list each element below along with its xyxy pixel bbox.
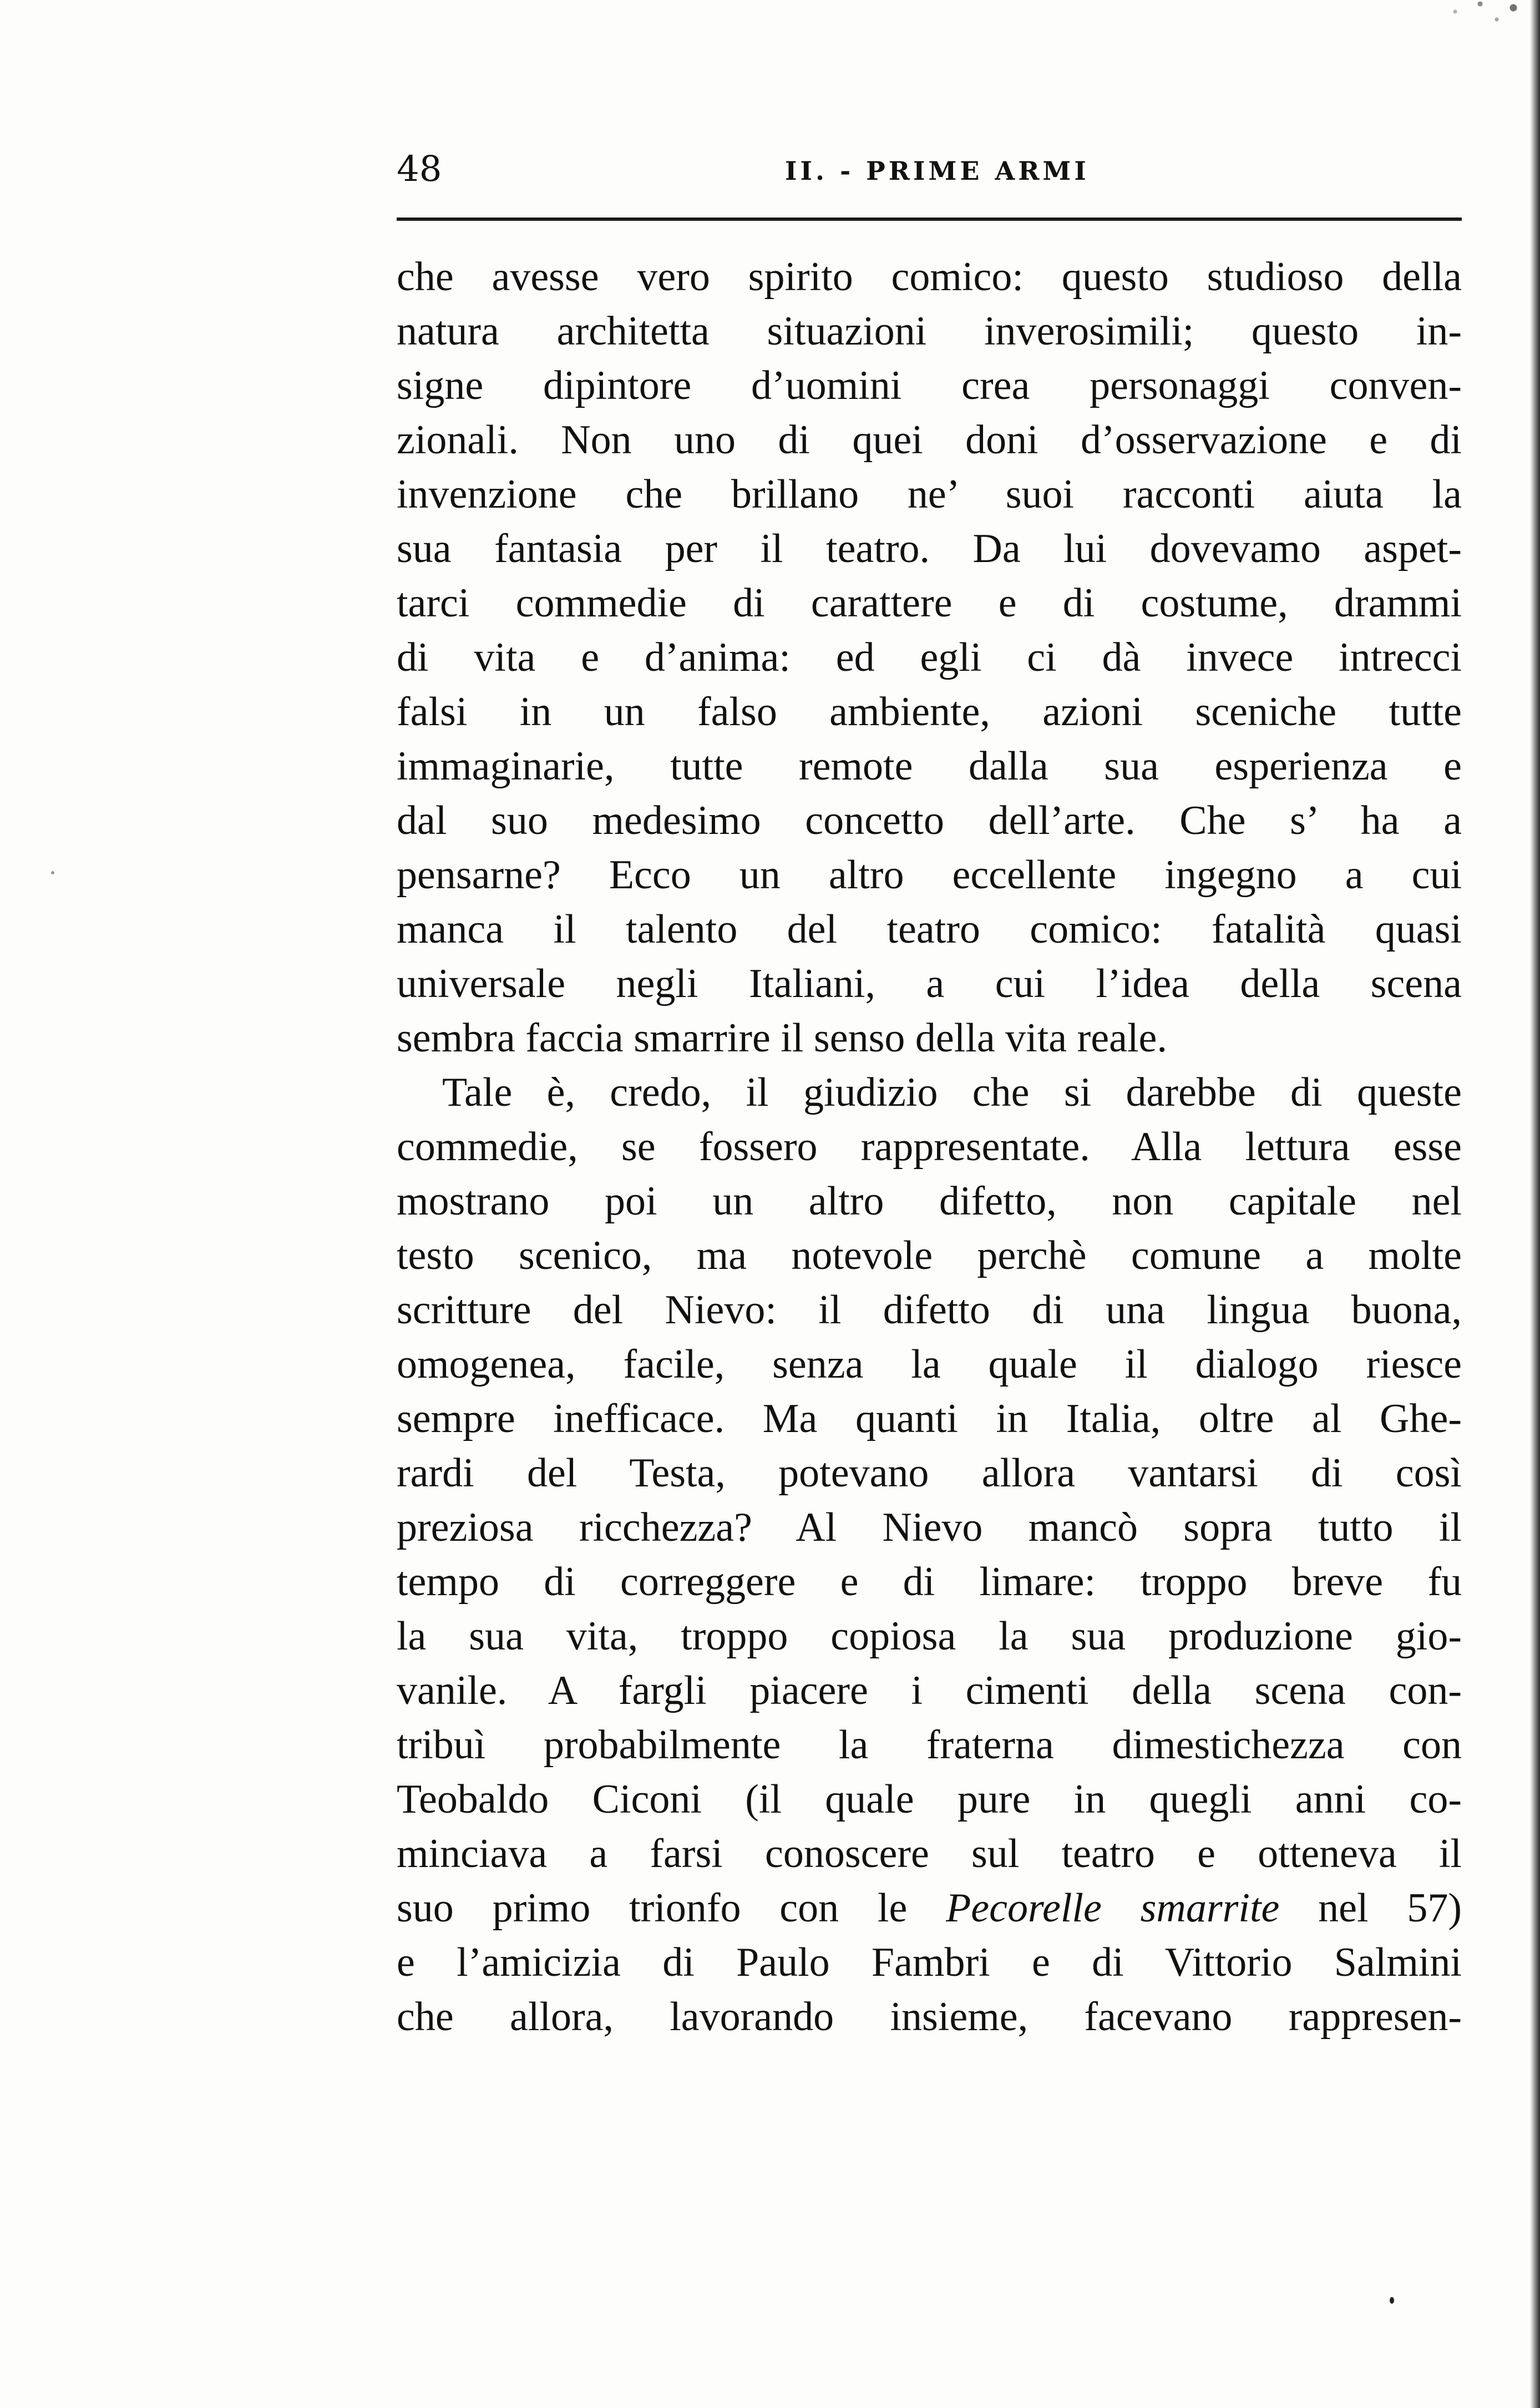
scan-edge-shadow — [1530, 0, 1540, 2408]
text-line: omogenea, facile, senza la quale il dialogo riesce — [397, 1342, 1462, 1387]
text-line: di vita e d’anima: ed egli ci dà invece intrecci — [397, 635, 1462, 680]
scan-mark — [51, 871, 54, 874]
text-line: sembra faccia smarrire il senso della vita reale. — [397, 1015, 1167, 1061]
text-line: vanile. A fargli piacere i cimenti della scena con- — [397, 1668, 1462, 1713]
text-line: invenzione che brillano ne’ suoi racconti aiuta la — [397, 472, 1462, 517]
text-line: la sua vita, troppo copiosa la sua produzione gio- — [397, 1613, 1462, 1659]
text-line: sempre inefficace. Ma quanti in Italia, oltre al Ghe- — [397, 1396, 1462, 1441]
text-line: universale negli Italiani, a cui l’idea della scena — [397, 961, 1462, 1006]
text-line: tarci commedie di carattere e di costume, drammi — [397, 580, 1462, 626]
text-line: preziosa ricchezza? Al Nievo mancò sopra tutto il — [397, 1505, 1462, 1550]
text-line-with-italic — [397, 1881, 1462, 1935]
text-segment: suo primo trionfo con le — [397, 1885, 946, 1931]
text-line: dal suo medesimo concetto dell’arte. Che s’ ha a — [397, 798, 1462, 843]
text-line: che allora, lavorando insieme, facevano rappresen- — [397, 1994, 1462, 2040]
text-line: immaginarie, tutte remote dalla sua esperienza e — [397, 743, 1462, 789]
text-line: falsi in un falso ambiente, azioni sceniche tutte — [397, 689, 1462, 735]
text-line: pensarne? Ecco un altro eccellente ingegno a cui — [397, 852, 1462, 898]
text-line: tempo di correggere e di limare: troppo breve fu — [397, 1559, 1462, 1605]
page-number: 48 — [397, 149, 442, 190]
text-line: scritture del Nievo: il difetto di una lingua buona, — [397, 1287, 1462, 1333]
text-line: commedie, se fossero rappresentate. Alla lettura esse — [397, 1124, 1462, 1170]
text-line: e l’amicizia di Paulo Fambri e di Vittorio Salmini — [397, 1940, 1462, 1985]
body-text — [397, 250, 1462, 2044]
text-line: Teobaldo Ciconi (il quale pure in quegli anni co- — [397, 1777, 1462, 1822]
text-line: zionali. Non uno di quei doni d’osservazione e di — [397, 417, 1462, 463]
text-line: sua fantasia per il teatro. Da lui dovevamo aspet- — [397, 526, 1462, 571]
text-line: manca il talento del teatro comico: fatalità quasi — [397, 907, 1462, 952]
header-rule — [397, 217, 1462, 221]
text-line: che avesse vero spirito comico: questo studioso della — [397, 254, 1462, 300]
text-line: mostrano poi un altro difetto, non capitale nel — [397, 1178, 1462, 1224]
text-line: testo scenico, ma notevole perchè comune a molte — [397, 1233, 1462, 1278]
running-head: II. - PRIME ARMI — [785, 156, 1090, 186]
page-header — [397, 147, 1462, 191]
text-line: natura architetta situazioni inverosimili; questo in- — [397, 308, 1462, 354]
text-line: rardi del Testa, potevano allora vantarsi di così — [397, 1450, 1462, 1496]
text-line: tribuì probabilmente la fraterna dimestichezza con — [397, 1722, 1462, 1768]
text-segment: nel 57) — [1279, 1885, 1462, 1931]
italic-title: Pecorelle smarrite — [946, 1885, 1280, 1931]
text-line: minciava a farsi conoscere sul teatro e otteneva il — [397, 1831, 1462, 1876]
text-line: signe dipintore d’uomini crea personaggi conven- — [397, 363, 1462, 408]
scan-speckle — [1364, 0, 1530, 39]
scan-mark — [1390, 2297, 1394, 2304]
text-line: Tale è, credo, il giudizio che si darebbe di queste — [442, 1070, 1462, 1115]
